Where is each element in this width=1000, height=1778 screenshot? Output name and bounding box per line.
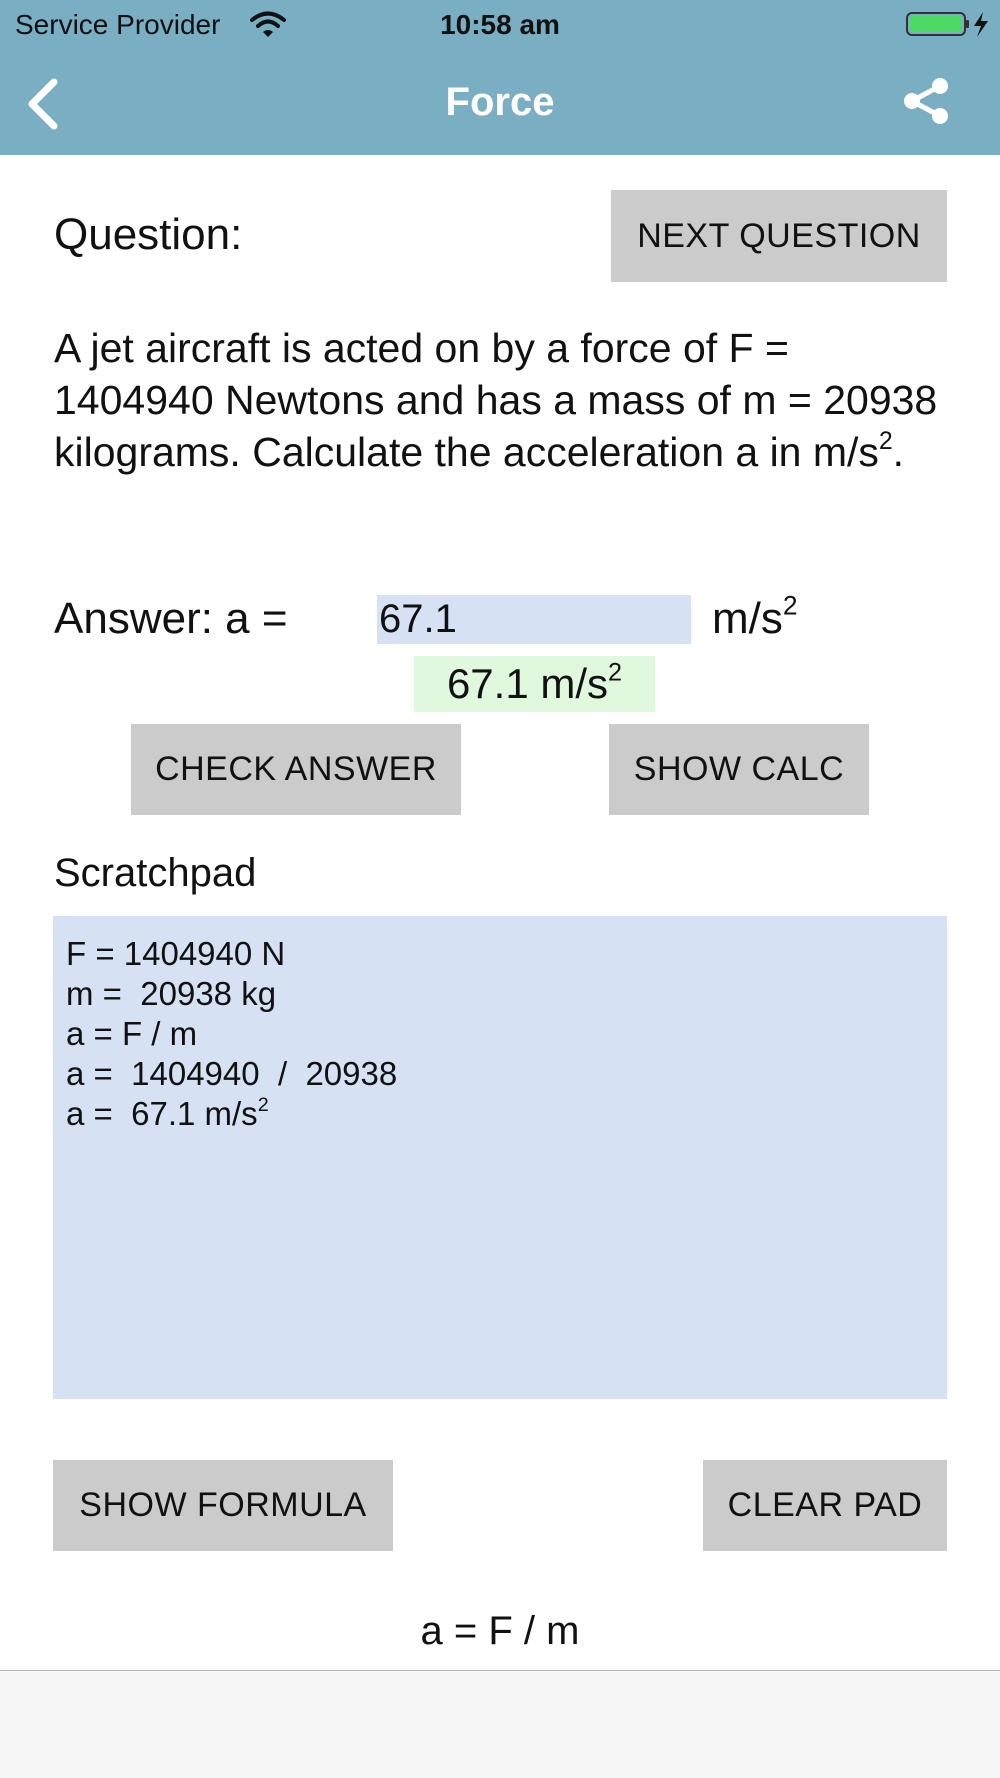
scratch-line-superscript: 2 (257, 1094, 269, 1117)
question-text-body: A jet aircraft is acted on by a force of F = 1404940 Newtons and has a mass of m = 20938 kilograms. Calculate the acceleration a in m/s (54, 325, 938, 475)
status-time: 10:58 am (440, 9, 560, 40)
answer-result-superscript: 2 (608, 658, 623, 687)
scratch-line (66, 1094, 934, 1134)
question-label: Question: (54, 210, 243, 259)
show-calc-button[interactable]: SHOW CALC (609, 724, 869, 815)
answer-result-value: 67.1 m/s (446, 660, 609, 707)
scratch-line: F = 1404940 N (66, 935, 286, 972)
answer-label: Answer: a = (54, 594, 288, 643)
check-answer-button[interactable]: CHECK ANSWER (131, 724, 461, 815)
page-title: Force (445, 80, 555, 124)
scratchpad-label: Scratchpad (54, 851, 257, 895)
answer-unit-base: m/s (712, 594, 783, 643)
nav-header (0, 0, 1000, 155)
answer-result (414, 656, 655, 712)
scratch-line: a = F / m (66, 1015, 198, 1052)
question-text (54, 322, 954, 478)
formula-text: a = F / m (420, 1609, 580, 1653)
bottom-bar (0, 1671, 1000, 1778)
answer-unit-superscript: 2 (782, 590, 798, 621)
next-question-button[interactable]: NEXT QUESTION (611, 190, 947, 282)
battery-icon (905, 10, 995, 38)
question-text-superscript: 2 (878, 427, 893, 455)
scratch-line: m = 20938 kg (66, 975, 277, 1012)
carrier-label: Service Provider (15, 9, 221, 40)
share-icon[interactable] (902, 76, 950, 126)
answer-input[interactable]: 67.1 (377, 595, 691, 644)
show-formula-button[interactable]: SHOW FORMULA (53, 1460, 393, 1551)
clear-pad-button[interactable]: CLEAR PAD (703, 1460, 947, 1551)
scratch-line-text: a = 67.1 m/s (66, 1095, 258, 1132)
scratch-line: a = 1404940 / 20938 (66, 1055, 398, 1092)
question-text-end: . (892, 429, 905, 475)
scratchpad-textarea[interactable] (53, 916, 947, 1399)
answer-unit (712, 592, 798, 646)
